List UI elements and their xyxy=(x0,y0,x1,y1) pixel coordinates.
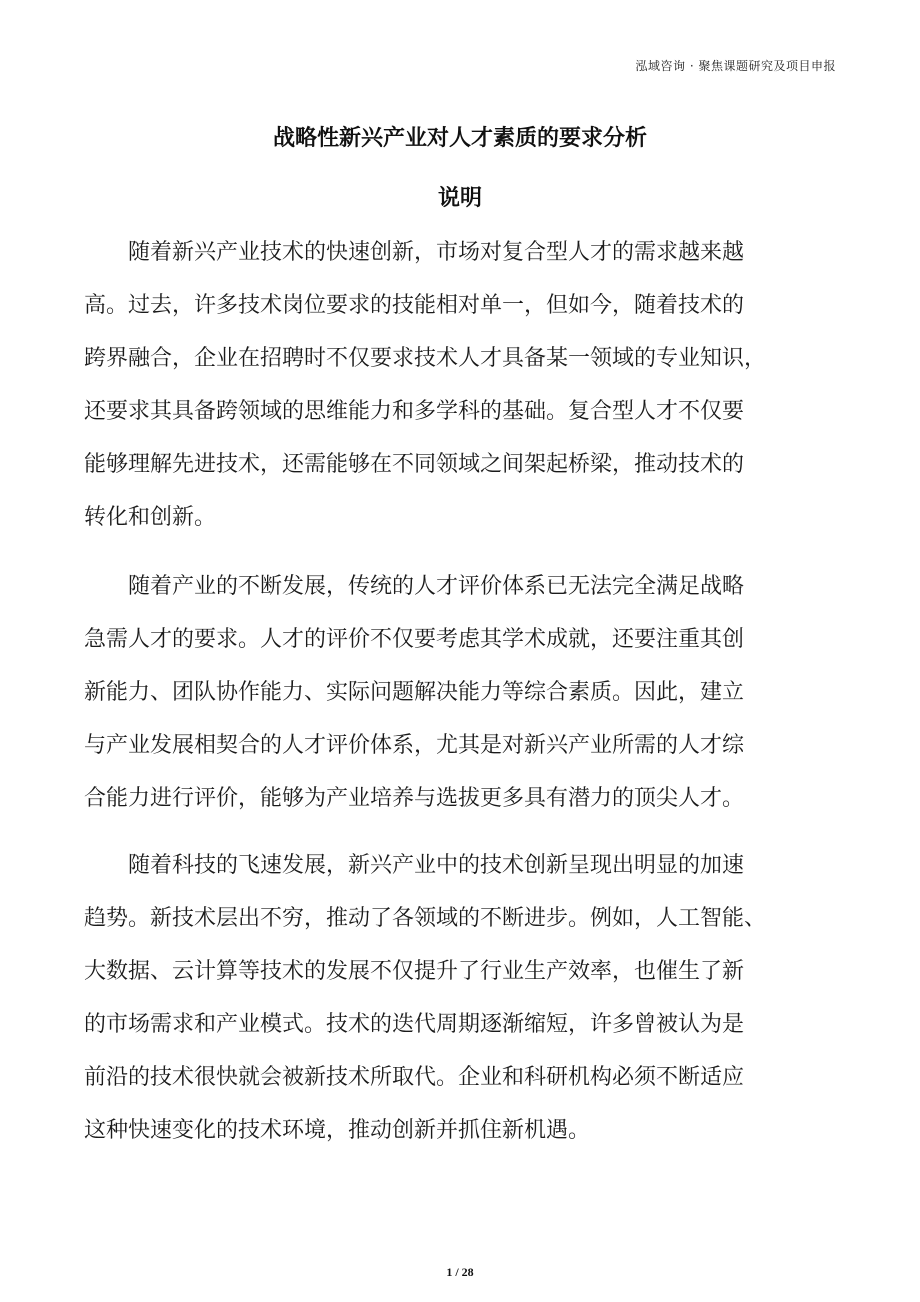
paragraph-3 xyxy=(84,839,844,1157)
paragraph-line: 前沿的技术很快就会被新技术所取代。企业和科研机构必须不断适应 xyxy=(84,1065,745,1090)
paragraph-line: 大数据、云计算等技术的发展不仅提升了行业生产效率，也催生了新 xyxy=(84,959,745,984)
paragraph-line: 新能力、团队协作能力、实际问题解决能力等综合素质。因此，建立 xyxy=(84,680,745,705)
paragraph-line: 趋势。新技术层出不穷，推动了各领域的不断进步。例如，人工智能、 xyxy=(84,906,767,931)
paragraph-line: 跨界融合，企业在招聘时不仅要求技术人才具备某一领域的专业知识， xyxy=(84,346,767,371)
paragraph-line: 的市场需求和产业模式。技术的迭代周期逐渐缩短，许多曾被认为是 xyxy=(84,1012,745,1037)
paragraph-line: 随着产业的不断发展，传统的人才评价体系已无法完全满足战略 xyxy=(128,574,745,599)
page-header: 泓域咨询 · 聚焦课题研究及项目申报 xyxy=(635,59,836,73)
paragraph-line: 转化和创新。 xyxy=(84,505,217,530)
paragraph-line: 随着新兴产业技术的快速创新，市场对复合型人才的需求越来越 xyxy=(128,240,745,265)
paragraph-line: 合能力进行评价，能够为产业培养与选拔更多具有潜力的顶尖人才。 xyxy=(84,786,745,811)
paragraph-line: 能够理解先进技术，还需能够在不同领域之间架起桥梁，推动技术的 xyxy=(84,452,745,477)
page-number: 1 / 28 xyxy=(446,1265,474,1279)
paragraph-1 xyxy=(84,226,844,544)
paragraph-line: 与产业发展相契合的人才评价体系，尤其是对新兴产业所需的人才综 xyxy=(84,733,745,758)
paragraph-2 xyxy=(84,560,844,825)
paragraph-line: 随着科技的飞速发展，新兴产业中的技术创新呈现出明显的加速 xyxy=(128,853,745,878)
paragraph-line: 急需人才的要求。人才的评价不仅要考虑其学术成就，还要注重其创 xyxy=(84,627,745,652)
section-heading: 说明 xyxy=(437,186,482,211)
paragraph-line: 还要求其具备跨领域的思维能力和多学科的基础。复合型人才不仅要 xyxy=(84,399,745,424)
document-title: 战略性新兴产业对人才素质的要求分析 xyxy=(272,126,647,151)
paragraph-line: 高。过去，许多技术岗位要求的技能相对单一，但如今，随着技术的 xyxy=(84,293,745,318)
paragraph-line: 这种快速变化的技术环境，推动创新并抓住新机遇。 xyxy=(84,1118,591,1143)
